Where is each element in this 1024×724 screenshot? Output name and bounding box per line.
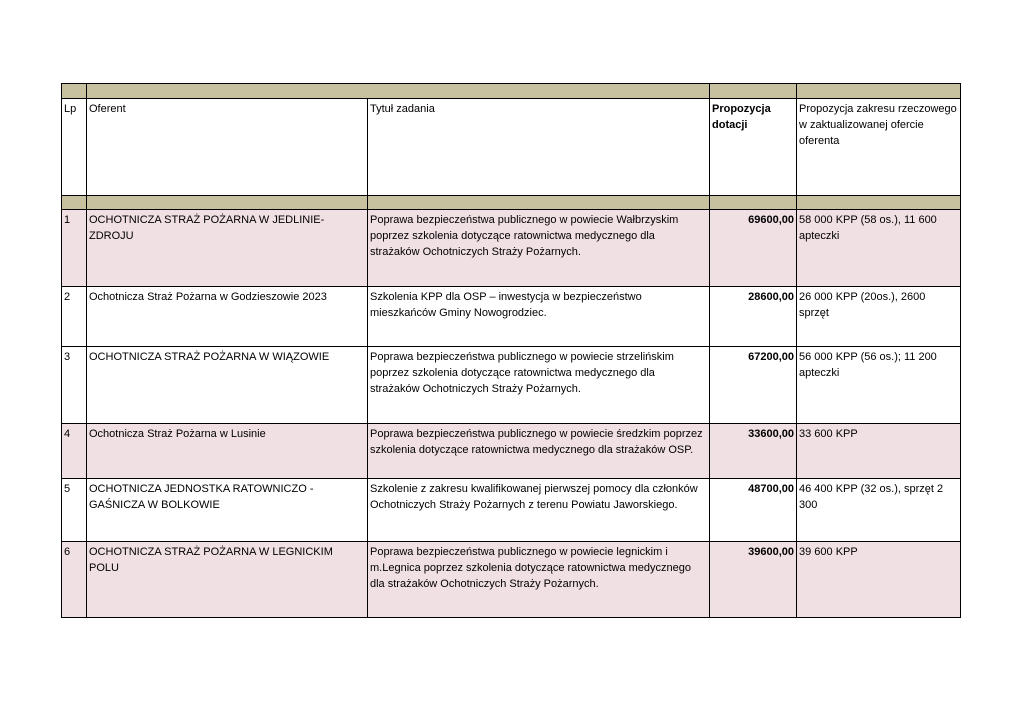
- cell-oferent: OCHOTNICZA STRAŻ POŻARNA W LEGNICKIM POLU: [87, 542, 368, 618]
- table-row: [62, 542, 961, 618]
- cell-dotacja: 28600,00: [710, 287, 797, 347]
- cell-tytul: Szkolenia KPP dla OSP – inwestycja w bezpieczeństwo mieszkańców Gminy Nowogrodziec.: [368, 287, 710, 347]
- table-row: [62, 479, 961, 542]
- band-cell: [62, 84, 87, 99]
- table-row: [62, 210, 961, 287]
- band-cell: [710, 196, 797, 210]
- table-row: [62, 347, 961, 424]
- cell-tytul: Poprawa bezpieczeństwa publicznego w powiecie średzkim poprzez szkolenia dotyczące ratownictwa medycznego dla strażaków OSP.: [368, 424, 710, 479]
- grant-table: [61, 83, 961, 618]
- band-cell: [62, 196, 87, 210]
- band-row: [62, 196, 961, 210]
- band-cell: [797, 196, 961, 210]
- cell-tytul: Szkolenie z zakresu kwalifikowanej pierwszej pomocy dla członków Ochotniczych Straży Pożarnych z terenu Powiatu Jaworskiego.: [368, 479, 710, 542]
- cell-zakres: 46 400 KPP (32 os.), sprzęt 2 300: [797, 479, 961, 542]
- table-row: [62, 424, 961, 479]
- table-row: [62, 287, 961, 347]
- cell-lp: 1: [62, 210, 87, 287]
- cell-lp: 5: [62, 479, 87, 542]
- cell-tytul: Poprawa bezpieczeństwa publicznego w powiecie legnickim i m.Legnica poprzez szkolenia dotyczące ratownictwa medycznego dla strażaków Ochotniczych Straży Pożarnych.: [368, 542, 710, 618]
- cell-dotacja: 69600,00: [710, 210, 797, 287]
- cell-zakres: 26 000 KPP (20os.), 2600 sprzęt: [797, 287, 961, 347]
- cell-oferent: OCHOTNICZA JEDNOSTKA RATOWNICZO - GAŚNICZA W BOLKOWIE: [87, 479, 368, 542]
- header-zakres: Propozycja zakresu rzeczowego w zaktualizowanej ofercie oferenta: [797, 99, 961, 196]
- band-cell: [368, 196, 710, 210]
- cell-zakres: 33 600 KPP: [797, 424, 961, 479]
- cell-lp: 3: [62, 347, 87, 424]
- cell-zakres: 39 600 KPP: [797, 542, 961, 618]
- cell-oferent: Ochotnicza Straż Pożarna w Lusinie: [87, 424, 368, 479]
- band-cell: [87, 84, 710, 99]
- cell-dotacja: 33600,00: [710, 424, 797, 479]
- cell-zakres: 58 000 KPP (58 os.), 11 600 apteczki: [797, 210, 961, 287]
- cell-oferent: OCHOTNICZA STRAŻ POŻARNA W WIĄZOWIE: [87, 347, 368, 424]
- cell-dotacja: 67200,00: [710, 347, 797, 424]
- band-cell: [710, 84, 797, 99]
- header-row: [62, 99, 961, 196]
- cell-lp: 6: [62, 542, 87, 618]
- cell-lp: 4: [62, 424, 87, 479]
- cell-dotacja: 48700,00: [710, 479, 797, 542]
- cell-oferent: Ochotnicza Straż Pożarna w Godzieszowie 2023: [87, 287, 368, 347]
- cell-zakres: 56 000 KPP (56 os.); 11 200 apteczki: [797, 347, 961, 424]
- cell-tytul: Poprawa bezpieczeństwa publicznego w powiecie Wałbrzyskim poprzez szkolenia dotyczące ratownictwa medycznego dla strażaków Ochotniczych Straży Pożarnych.: [368, 210, 710, 287]
- band-cell: [87, 196, 368, 210]
- cell-tytul: Poprawa bezpieczeństwa publicznego w powiecie strzelińskim poprzez szkolenia dotyczące ratownictwa medycznego dla strażaków Ochotniczych Straży Pożarnych.: [368, 347, 710, 424]
- cell-dotacja: 39600,00: [710, 542, 797, 618]
- band-cell: [797, 84, 961, 99]
- top-band-row: [62, 84, 961, 99]
- cell-oferent: OCHOTNICZA STRAŻ POŻARNA W JEDLINIE-ZDROJU: [87, 210, 368, 287]
- header-tytul: Tytuł zadania: [368, 99, 710, 196]
- header-oferent: Oferent: [87, 99, 368, 196]
- cell-lp: 2: [62, 287, 87, 347]
- header-dotacja: Propozycja dotacji: [710, 99, 797, 196]
- header-lp: Lp: [62, 99, 87, 196]
